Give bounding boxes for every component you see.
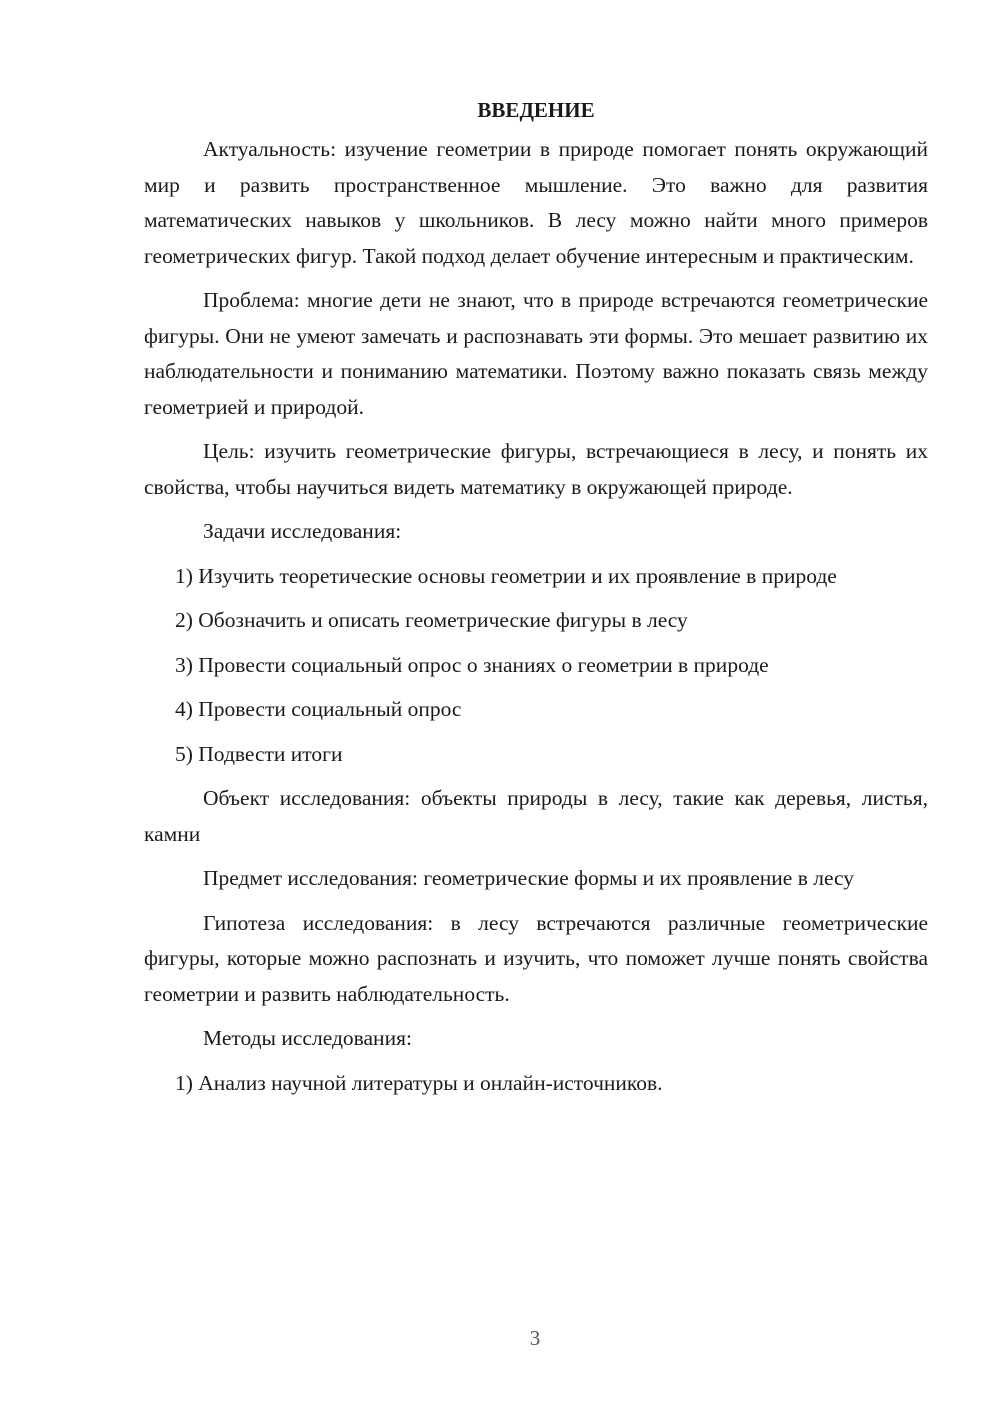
goal-paragraph: Цель: изучить геометрические фигуры, встречающиеся в лесу, и понять их свойства, чтобы научиться видеть математику в окружающей природе. xyxy=(144,439,928,499)
problem-paragraph: Проблема: многие дети не знают, что в природе встречаются геометрические фигуры. Они не умеют замечать и распознавать эти формы. Это мешает развитию их наблюдательности и пониманию математики. Поэтому важно показать связь между геометрией и природой. xyxy=(144,288,928,419)
relevance-paragraph: Актуальность: изучение геометрии в природе помогает понять окружающий мир и развить пространственное мышление. Это важно для развития математических навыков у школьников. В лесу можно найти много примеров геометрических фигур. Такой подход делает обучение интересным и практическим. xyxy=(144,137,928,268)
methods-label: Методы исследования: xyxy=(203,1026,412,1050)
task-item: 3) Провести социальный опрос о знаниях о геометрии в природе xyxy=(175,652,769,677)
subject-paragraph: Предмет исследования: геометрические формы и их проявление в лесу xyxy=(203,866,855,890)
document-page xyxy=(144,92,928,1110)
method-item: 1) Анализ научной литературы и онлайн-источников. xyxy=(175,1070,663,1095)
section-title: ВВЕДЕНИЕ xyxy=(477,98,595,122)
task-item: 2) Обозначить и описать геометрические фигуры в лесу xyxy=(175,608,688,632)
tasks-label: Задачи исследования: xyxy=(203,519,402,543)
task-item: 1) Изучить теоретические основы геометрии и их проявление в природе xyxy=(175,563,837,588)
page-number: 3 xyxy=(529,1326,541,1350)
hypothesis-paragraph: Гипотеза исследования: в лесу встречаются различные геометрические фигуры, которые можно распознать и изучить, что поможет лучше понять свойства геометрии и развить наблюдательность. xyxy=(144,910,928,1006)
task-item: 5) Подвести итоги xyxy=(175,741,343,766)
task-item: 4) Провести социальный опрос xyxy=(175,697,462,721)
object-paragraph: Объект исследования: объекты природы в лесу, такие как деревья, листья, камни xyxy=(144,786,928,846)
